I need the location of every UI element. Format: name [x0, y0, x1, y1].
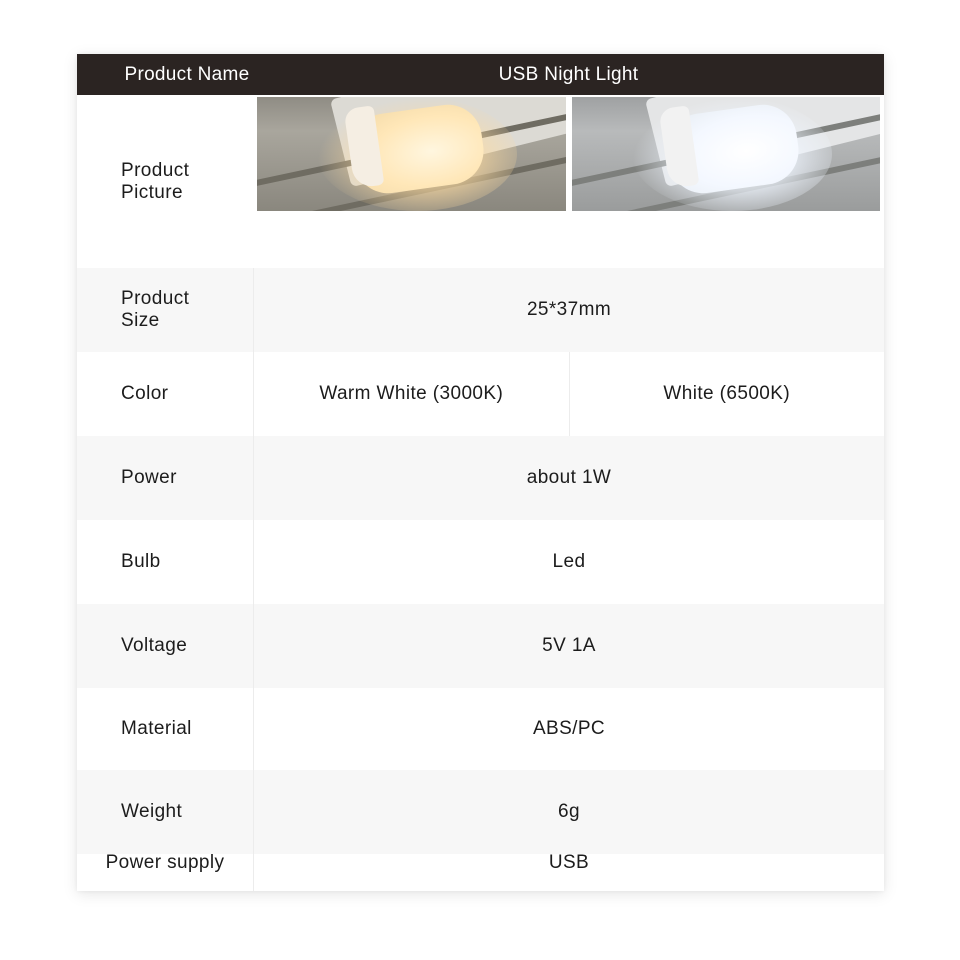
weight-label: Weight — [121, 801, 183, 822]
size-label-line1: Product — [121, 288, 190, 309]
power-supply-label: Power supply — [105, 852, 225, 873]
voltage-label: Voltage — [121, 635, 188, 656]
color-value-white: White (6500K) — [569, 352, 885, 436]
size-label-line2: Size — [121, 310, 160, 331]
product-pictures — [253, 95, 884, 268]
table-row-power — [77, 436, 884, 520]
table-row-size — [77, 268, 884, 352]
size-value: 25*37mm — [253, 268, 884, 352]
white-night-light-photo — [572, 97, 881, 211]
spec-table — [77, 54, 884, 891]
picture-label-line1: Product — [121, 159, 190, 181]
table-row-power-supply — [77, 854, 884, 891]
table-row-bulb — [77, 520, 884, 604]
table-row-weight — [77, 770, 884, 854]
header-value: USB Night Light — [498, 63, 639, 85]
bulb-label: Bulb — [121, 551, 161, 572]
color-values — [253, 352, 884, 436]
warm-white-night-light-photo — [257, 97, 566, 211]
material-value: ABS/PC — [253, 688, 884, 770]
color-label: Color — [121, 383, 169, 404]
picture-label-line2: Picture — [121, 181, 183, 203]
power-value: about 1W — [253, 436, 884, 520]
size-label — [77, 268, 253, 352]
picture-label — [77, 95, 253, 268]
table-header-row — [77, 54, 884, 95]
bulb-value: Led — [253, 520, 884, 604]
header-label: Product Name — [124, 63, 250, 85]
color-value-warm: Warm White (3000K) — [319, 383, 504, 404]
table-row-color — [77, 352, 884, 436]
table-row-voltage — [77, 604, 884, 688]
power-supply-value: USB — [253, 852, 884, 891]
table-row-picture — [77, 95, 884, 268]
weight-value: 6g — [253, 770, 884, 854]
table-row-material — [77, 688, 884, 770]
material-label: Material — [121, 718, 192, 739]
power-label: Power — [121, 467, 177, 488]
voltage-value: 5V 1A — [253, 604, 884, 688]
